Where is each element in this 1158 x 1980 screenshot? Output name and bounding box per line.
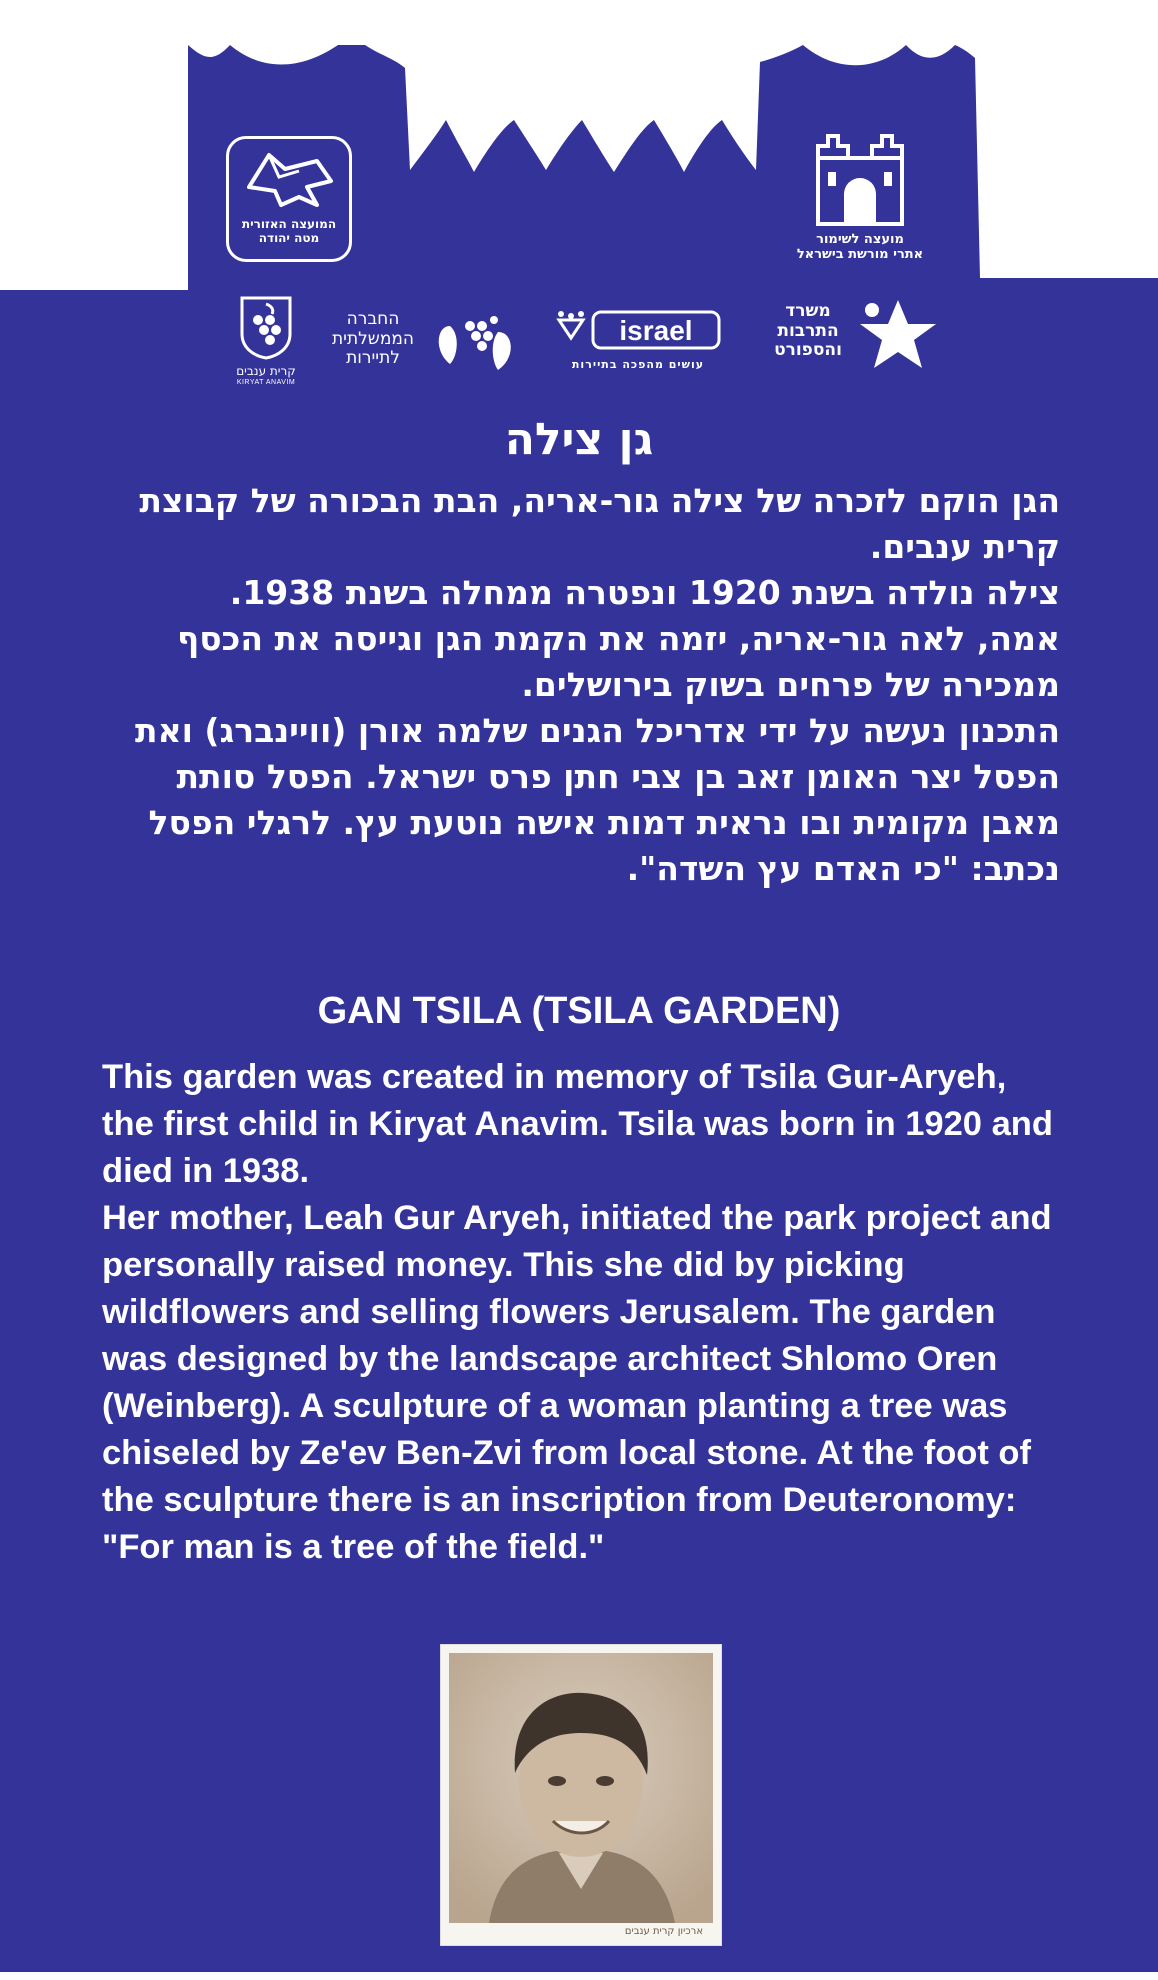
tourism-company-logo [318,306,518,376]
tourism-company-line2: הממשלתית [331,328,415,349]
culture-ministry-line2: התרבות [777,320,839,341]
hebrew-paragraph: אמה, לאה גור-אריה, יזמה את הקמת הגן וגייסה את הכסף ממכירה של פרחים בשוק בירושלים. [176,619,1060,704]
portrait-photo [440,1644,722,1946]
star-figure-icon [858,298,938,374]
kiryat-anavim-english: KIRYAT ANAVIM [236,378,296,386]
heritage-council-logo [776,128,944,263]
regional-council-logo [226,136,352,262]
culture-ministry-line3: והספורט [774,340,842,361]
grape-cluster-icon [238,294,294,360]
regional-council-line2: מטה יהודה [258,230,320,245]
flower-grapes-icon [434,312,516,376]
israel-wordmark: israel [619,315,693,346]
tourism-company-line1: החברה [346,309,400,329]
kiryat-anavim-logo [228,294,304,386]
photo-caption: ארכיון קרית ענבים [624,1926,703,1937]
heritage-council-line2: אתרי מורשת בישראל [796,246,924,262]
english-paragraph: Her mother, Leah Gur Aryeh, initiated the park project and personally raised money. This she did by picking wildflowers and selling flowers Jerusalem. The garden was designed by the landscape architect Shlomo Oren (Weinberg). A sculpture of a woman planting a tree was chiseled by Ze'ev Ben-Zvi from local stone. At the foot of the sculpture there is an inscription from Deuteronomy: "For man is a tree of the field." [102,1199,1052,1566]
hebrew-body [100,478,1060,892]
english-title: GAN TSILA (TSILA GARDEN) [317,990,841,1032]
portrait-image [449,1653,713,1923]
heritage-council-line1: מועצה לשימור [816,232,904,247]
kiryat-anavim-hebrew: קרית ענבים [236,364,296,378]
israel-tourism-logo [548,308,728,374]
regional-council-line1: המועצה האזורית [241,217,337,231]
israel-tourism-mark-icon [553,308,723,354]
hebrew-title: גן צילה [504,414,654,465]
culture-ministry-logo [760,298,940,378]
fortress-gate-icon [808,128,912,228]
tourism-company-line3: לתיירות [346,348,400,369]
israel-tourism-tagline: עושים מהפכה בתיירות [571,358,705,371]
hebrew-paragraph: התכנון נעשה על ידי אדריכל הגנים שלמה אורן (וויינברג) ואת הפסל יצר האומן זאב בן צבי חתן פרס ישראל. הפסל סותת מאבן מקומית ובו נראית דמות אישה נוטעת עץ. לרגלי הפסל נכתב: "כי האדם עץ השדה". [135,711,1060,888]
english-body [102,1054,1062,1571]
hebrew-paragraph: צילה נולדה בשנת 1920 ונפטרה ממחלה בשנת 1938. [229,573,1060,612]
hebrew-paragraph: הגן הוקם לזכרה של צילה גור-אריה, הבת הבכורה של קבוצת קרית ענבים. [139,481,1060,566]
stylized-animal-emblem-icon [239,147,339,213]
culture-ministry-line1: משרד [785,301,831,321]
english-paragraph: This garden was created in memory of Tsila Gur-Aryeh, the first child in Kiryat Anavim. Tsila was born in 1920 and died in 1938. [102,1058,1053,1190]
